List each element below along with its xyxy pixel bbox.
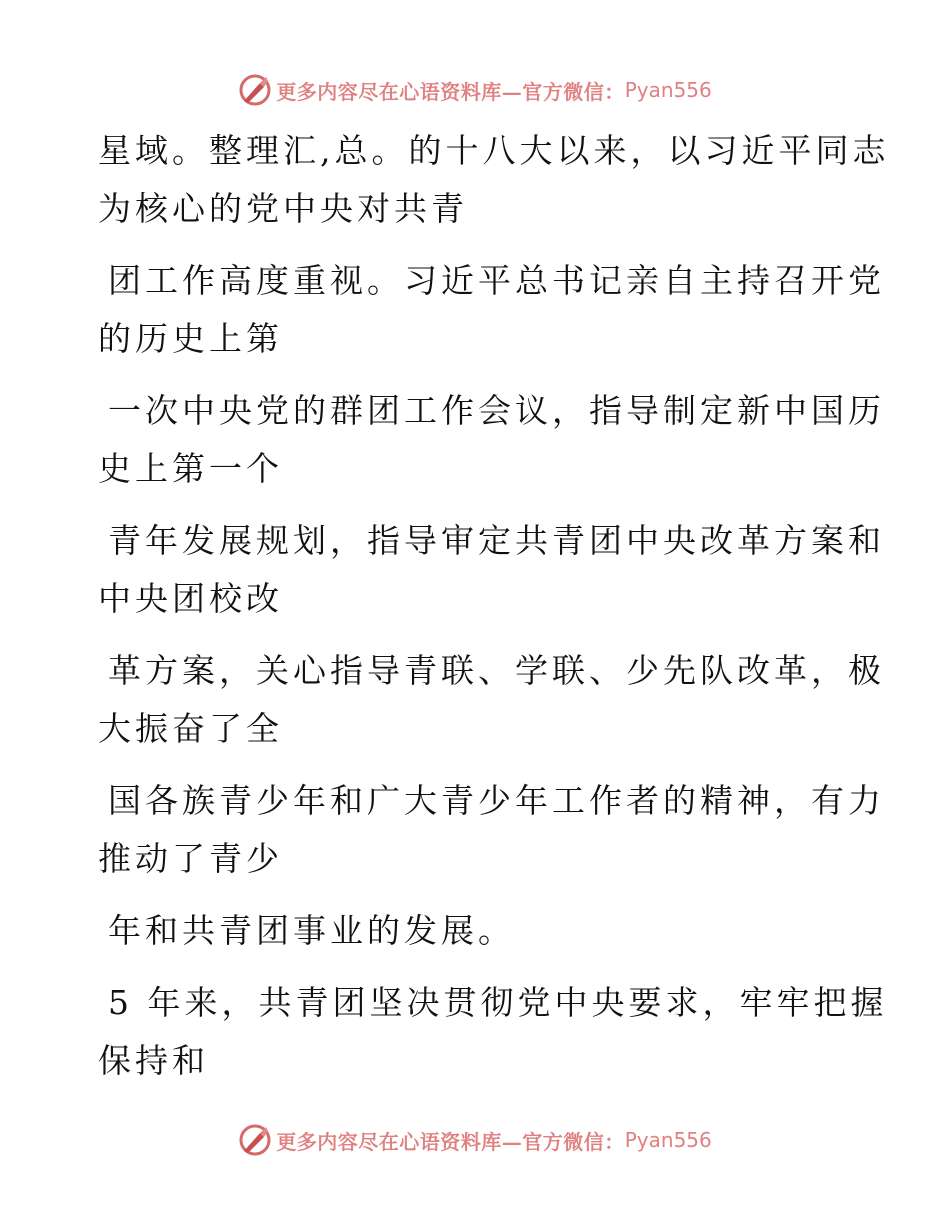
- paragraph: [98, 642, 885, 758]
- paragraph-line: 青年发展规划，指导审定共青团中央改革方案和: [108, 521, 885, 560]
- header-banner-text: 更多内容尽在心语资料库—官方微信：: [276, 79, 625, 104]
- paragraph-line: 团工作高度重视。习近平总书记亲自主持召开党: [108, 261, 885, 300]
- paragraph-line: 推动了青少: [98, 839, 283, 878]
- page-footer-banner: [0, 1120, 950, 1160]
- paragraph-line: 保持和: [98, 1041, 209, 1080]
- paragraph-line: 一次中央党的群团工作会议，指导制定新中国历: [108, 391, 885, 430]
- pen-logo-icon: [238, 73, 272, 107]
- paragraph-line: 为核心的党中央对共青: [98, 189, 468, 228]
- paragraph-line: 史上第一个: [98, 449, 283, 488]
- paragraph: [98, 512, 885, 628]
- paragraph: [98, 122, 890, 238]
- paragraph-line: 大振奋了全: [98, 709, 283, 748]
- paragraph-line: 的历史上第: [98, 319, 283, 358]
- paragraph-line: 中央团校改: [98, 579, 283, 618]
- paragraph-line: 5 年来，共青团坚决贯彻党中央要求，牢牢把握: [108, 983, 888, 1022]
- header-wechat-id: Pyan556: [624, 78, 712, 102]
- paragraph: [98, 772, 885, 888]
- paragraph-line: 年和共青团事业的发展。: [108, 911, 515, 950]
- footer-wechat-id: Pyan556: [624, 1128, 712, 1152]
- paragraph: [98, 974, 888, 1090]
- paragraph: [98, 382, 885, 498]
- document-body: [98, 122, 890, 1104]
- paragraph-line: 革方案，关心指导青联、学联、少先队改革，极: [108, 651, 885, 690]
- paragraph: [98, 902, 858, 960]
- footer-banner-text: 更多内容尽在心语资料库—官方微信：: [276, 1129, 625, 1154]
- paragraph-line: 星域。整理汇,总。的十八大以来，以习近平同志: [98, 131, 890, 170]
- page-header-banner: [0, 70, 950, 110]
- pen-logo-icon: [238, 1123, 272, 1157]
- paragraph-line: 国各族青少年和广大青少年工作者的精神，有力: [108, 781, 885, 820]
- paragraph: [98, 252, 885, 368]
